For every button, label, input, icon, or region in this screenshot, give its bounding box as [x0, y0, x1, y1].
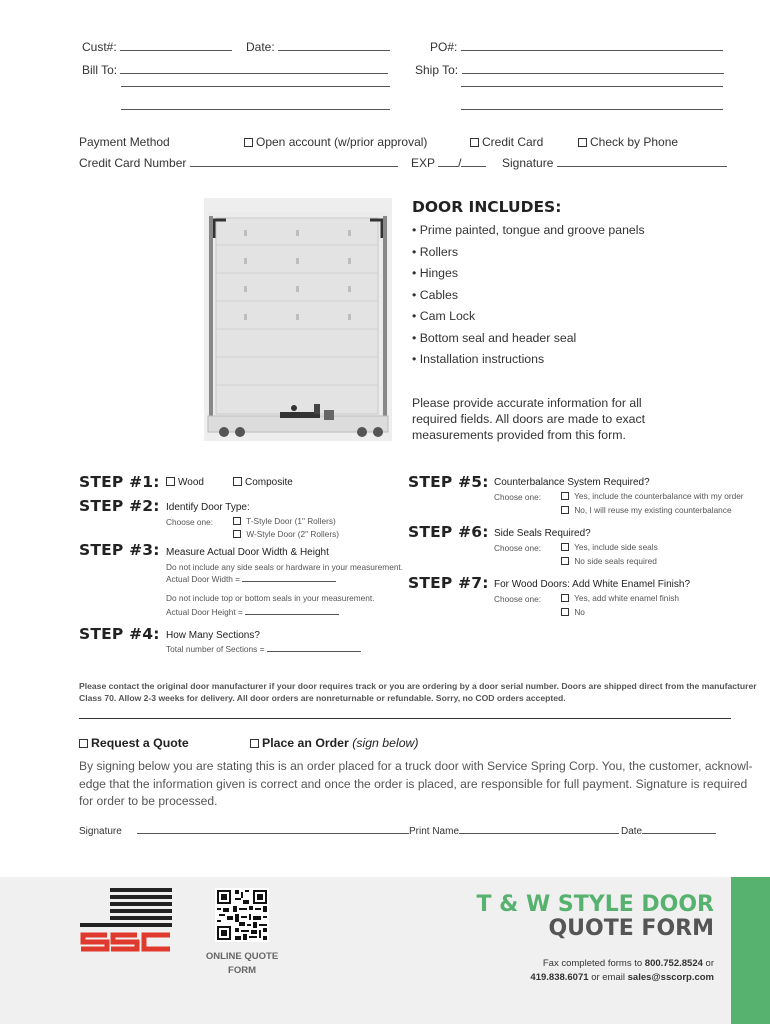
side-seals-yes-option[interactable]: Yes, include side seals [561, 542, 658, 552]
cc-signature-field[interactable]: Signature [502, 156, 727, 170]
ssc-logo [80, 888, 172, 959]
credit-card-option[interactable]: Credit Card [470, 135, 543, 149]
include-item: • Rollers [412, 245, 459, 259]
fax-line: Fax completed forms to 800.752.8524 or [542, 958, 714, 969]
exp-year-line[interactable] [461, 157, 486, 167]
includes-note-line: required fields. All doors are made to exact [412, 412, 646, 426]
door-photo [204, 198, 392, 441]
composite-option[interactable]: Composite [233, 477, 293, 488]
t-style-option[interactable]: T-Style Door (1" Rollers) [233, 516, 336, 526]
step-7-choose: Choose one: [494, 594, 542, 604]
step-7-label: STEP #7: [408, 574, 489, 592]
legal-line: edge that the information given is correct and once the order is placed, are responsible for full payment. Signature is required [79, 777, 748, 791]
bill-to-line-3[interactable] [121, 109, 390, 110]
step-2-question: Identify Door Type: [166, 502, 250, 513]
wood-checkbox[interactable] [166, 477, 175, 486]
door-height-field[interactable]: Actual Door Height = [166, 607, 339, 617]
bill-to-line-1[interactable] [120, 64, 388, 74]
counterbalance-no-checkbox[interactable] [561, 506, 569, 514]
ssc-logo-graphic [80, 888, 172, 954]
check-by-phone-checkbox[interactable] [578, 138, 587, 147]
legal-line: for order to be processed. [79, 794, 218, 808]
cust-line[interactable] [120, 41, 232, 51]
includes-note-line: Please provide accurate information for all [412, 396, 642, 410]
include-item: • Cam Lock [412, 309, 476, 323]
ship-to-field[interactable]: Ship To: [415, 63, 724, 77]
order-signature-field[interactable]: Signature [79, 826, 409, 837]
print-name-field[interactable]: Print Name [409, 826, 619, 837]
step-4-label: STEP #4: [79, 625, 160, 643]
check-by-phone-option[interactable]: Check by Phone [578, 135, 678, 149]
open-account-checkbox[interactable] [244, 138, 253, 147]
step-3-question: Measure Actual Door Width & Height [166, 547, 329, 558]
includes-note-line: measurements provided from this form. [412, 428, 626, 442]
enamel-yes-option[interactable]: Yes, add white enamel finish [561, 593, 679, 603]
sections-line[interactable] [267, 644, 361, 652]
exp-month-line[interactable] [438, 157, 458, 167]
payment-method-label: Payment Method [79, 135, 170, 149]
legal-line: By signing below you are stating this is an order placed for a truck door with Service Spring Corp. You, the customer, acknowl- [79, 759, 753, 773]
order-date-line[interactable] [642, 826, 716, 834]
step-5-choose: Choose one: [494, 492, 542, 502]
counterbalance-no-option[interactable]: No, I will reuse my existing counterbalance [561, 505, 732, 515]
step-3-note-height: Do not include top or bottom seals in your measurement. [166, 593, 375, 603]
side-seals-no-option[interactable]: No side seals required [561, 556, 657, 566]
w-style-option[interactable]: W-Style Door (2" Rollers) [233, 529, 339, 539]
include-item: • Prime painted, tongue and groove panels [412, 223, 645, 237]
cc-number-line[interactable] [190, 157, 398, 167]
composite-checkbox[interactable] [233, 477, 242, 486]
step-5-label: STEP #5: [408, 473, 489, 491]
wood-option[interactable]: Wood [166, 477, 204, 488]
door-includes-title: DOOR INCLUDES: [412, 198, 562, 216]
counterbalance-yes-option[interactable]: Yes, include the counterbalance with my order [561, 491, 744, 501]
step-6-choose: Choose one: [494, 543, 542, 553]
qr-code[interactable] [215, 888, 269, 947]
door-width-field[interactable]: Actual Door Width = [166, 574, 336, 584]
place-order-option[interactable]: Place an Order (sign below) [250, 736, 419, 750]
door-height-line[interactable] [245, 607, 339, 615]
ship-to-line-1[interactable] [462, 64, 724, 74]
step-4-question: How Many Sections? [166, 630, 260, 641]
step-2-label: STEP #2: [79, 497, 160, 515]
qr-code-graphic[interactable] [215, 888, 269, 942]
sections-field[interactable]: Total number of Sections = [166, 644, 361, 654]
email-link[interactable]: sales@sscorp.com [627, 972, 714, 983]
step-6-label: STEP #6: [408, 523, 489, 541]
step-3-label: STEP #3: [79, 541, 160, 559]
include-item: • Bottom seal and header seal [412, 331, 577, 345]
ship-to-line-2[interactable] [461, 86, 723, 87]
bill-to-field[interactable]: Bill To: [82, 63, 388, 77]
footer-title-line-1: T & W STYLE DOOR [476, 892, 714, 917]
po-field[interactable]: PO#: [430, 40, 723, 54]
order-date-field[interactable]: Date [621, 826, 716, 837]
exp-field[interactable]: EXP / [411, 156, 486, 170]
step-6-question: Side Seals Required? [494, 528, 591, 539]
door-illustration [204, 198, 392, 441]
print-name-line[interactable] [459, 826, 619, 834]
footer-green-bar [731, 877, 770, 1024]
contact-line: 419.838.6071 or email sales@sscorp.com [530, 972, 714, 983]
include-item: • Cables [412, 288, 459, 302]
section-divider [79, 718, 731, 719]
step-3-note-width: Do not include any side seals or hardware in your measurement. [166, 562, 404, 572]
w-style-checkbox[interactable] [233, 530, 241, 538]
place-order-checkbox[interactable] [250, 739, 259, 748]
step-7-question: For Wood Doors: Add White Enamel Finish? [494, 579, 691, 590]
ship-to-line-3[interactable] [461, 109, 723, 110]
include-item: • Installation instructions [412, 352, 545, 366]
enamel-no-option[interactable]: No [561, 607, 585, 617]
include-item: • Hinges [412, 266, 459, 280]
door-width-line[interactable] [242, 574, 336, 582]
request-quote-checkbox[interactable] [79, 739, 88, 748]
counterbalance-yes-checkbox[interactable] [561, 492, 569, 500]
notice-line-1: Please contact the original door manufacturer if your door requires track or you are ordering by a door serial number. Doors are shipped direct from the manufacturer [79, 681, 757, 691]
cc-number-field[interactable]: Credit Card Number [79, 156, 398, 170]
step-2-choose: Choose one: [166, 517, 214, 527]
credit-card-checkbox[interactable] [470, 138, 479, 147]
bill-to-line-2[interactable] [121, 86, 390, 87]
enamel-yes-checkbox[interactable] [561, 594, 569, 602]
step-5-question: Counterbalance System Required? [494, 477, 650, 488]
enamel-no-checkbox[interactable] [561, 608, 569, 616]
step-1-label: STEP #1: [79, 473, 160, 491]
qr-caption-1: ONLINE QUOTE [205, 951, 279, 962]
t-style-checkbox[interactable] [233, 517, 241, 525]
request-quote-option[interactable]: Request a Quote [79, 736, 189, 750]
date-field[interactable]: Date: [246, 40, 390, 54]
cc-signature-line[interactable] [557, 157, 727, 167]
side-seals-no-checkbox[interactable] [561, 557, 569, 565]
po-line[interactable] [461, 41, 723, 51]
order-signature-line[interactable] [137, 826, 409, 834]
qr-caption-2: FORM [228, 965, 256, 976]
notice-line-2: Class 70. Allow 2-3 weeks for delivery. All door orders are nonreturnable or refundable. Sorry, no COD orders accepted. [79, 693, 566, 703]
cust-field[interactable]: Cust#: [82, 40, 232, 54]
open-account-option[interactable]: Open account (w/prior approval) [244, 135, 427, 149]
footer-title-line-2: QUOTE FORM [548, 916, 714, 941]
side-seals-yes-checkbox[interactable] [561, 543, 569, 551]
date-line[interactable] [278, 41, 390, 51]
